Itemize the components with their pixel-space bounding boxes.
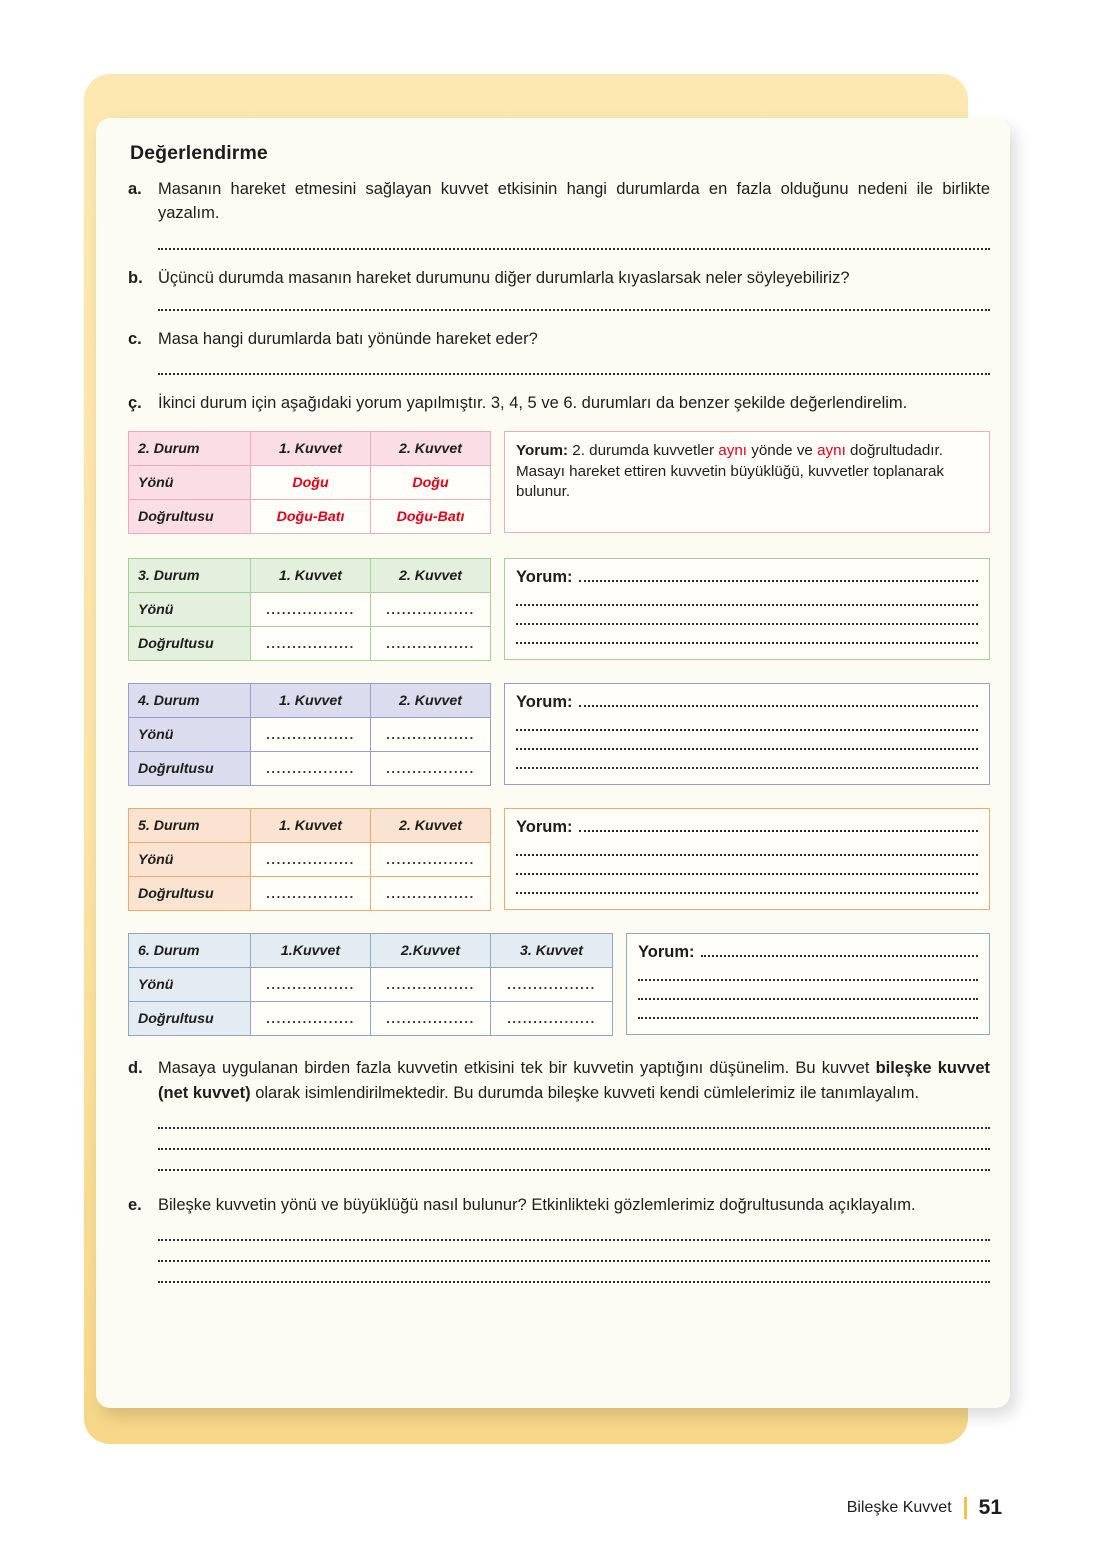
yorum-answer-line[interactable] (701, 946, 978, 957)
durum-header-label: 3. Durum (129, 559, 251, 593)
table-row (129, 500, 491, 534)
question-text-a: Masanın hareket etmesini sağlayan kuvvet etkisinin hangi durumlarda en fazla olduğunu nedeni ile birlikte yazalım. (158, 180, 990, 223)
durum-header-label: 2. Durum (129, 432, 251, 466)
yorum-answer-line[interactable] (638, 964, 978, 981)
answer-line[interactable] (158, 235, 990, 250)
table-row (129, 752, 491, 786)
cell-dogrultusu-force2[interactable]: ................. (371, 627, 491, 661)
yorum-seg2: yönde ve (747, 442, 818, 460)
cell-dogrultusu-force1[interactable]: ................. (251, 627, 371, 661)
yorum-answer-line[interactable] (579, 696, 978, 707)
yorum-highlight-2: aynı (817, 442, 846, 460)
table-row (129, 968, 613, 1002)
card-inner (128, 136, 990, 1283)
table-row (129, 627, 491, 661)
yorum-label: Yorum: (638, 943, 695, 962)
durum-header-force-1: 1.Kuvvet (251, 934, 371, 968)
durum-block-6 (128, 933, 990, 1036)
durum-table-2 (128, 431, 491, 534)
row-label-dogrultusu: Doğrultusu (129, 500, 251, 534)
question-item-c (128, 327, 990, 375)
durum-header-force-2: 2. Kuvvet (371, 684, 491, 718)
cell-dogrultusu-force1[interactable]: ................. (251, 752, 371, 786)
yorum-highlight-1: aynı (718, 442, 748, 460)
yorum-box-5[interactable] (504, 808, 990, 910)
question-text-c: Masa hangi durumlarda batı yönünde hareket eder? (158, 329, 538, 348)
table-row (129, 559, 491, 593)
cell-yonu-force2[interactable]: ................. (371, 593, 491, 627)
page-footer (847, 1496, 1002, 1520)
table-row (129, 593, 491, 627)
answer-line[interactable] (158, 1114, 990, 1129)
yorum-text-2 (516, 441, 978, 502)
yorum-box-4[interactable] (504, 683, 990, 785)
answer-line[interactable] (158, 296, 990, 311)
question-item-d (128, 1056, 990, 1171)
yorum-answer-line[interactable] (516, 714, 978, 731)
table-row (129, 432, 491, 466)
durum-block-2 (128, 431, 990, 534)
durum-header-label: 4. Durum (129, 684, 251, 718)
yorum-answer-line[interactable] (638, 1002, 978, 1019)
durum-header-force-1: 1. Kuvvet (251, 684, 371, 718)
question-item-b (128, 266, 990, 311)
cell-dogrultusu-force2[interactable]: ................. (371, 752, 491, 786)
cell-yonu-force2[interactable]: ................. (371, 843, 491, 877)
yorum-answer-line[interactable] (516, 877, 978, 894)
durum-table-6 (128, 933, 613, 1036)
durum-header-force-1: 1. Kuvvet (251, 809, 371, 843)
cell-yonu-force1[interactable]: ................. (251, 718, 371, 752)
row-label-yonu: Yönü (129, 466, 251, 500)
question-item-c-cedilla (128, 391, 990, 415)
cell-dogrultusu-force1[interactable]: ................. (251, 877, 371, 911)
footer-divider (964, 1497, 967, 1519)
cell-yonu-force1[interactable]: ................. (251, 968, 371, 1002)
question-text-b: Üçüncü durumda masanın hareket durumunu diğer durumlarla kıyaslarsak neler söyleyebiliriz? (158, 268, 850, 287)
cell-dogrultusu-force2[interactable]: ................. (371, 877, 491, 911)
table-row (129, 718, 491, 752)
row-label-yonu: Yönü (129, 718, 251, 752)
table-row (129, 934, 613, 968)
yorum-answer-line[interactable] (579, 571, 978, 582)
durum-block-5 (128, 808, 990, 911)
durum-block-3 (128, 558, 990, 661)
yorum-answer-line[interactable] (516, 858, 978, 875)
cell-dogrultusu-force2[interactable]: ................. (371, 1002, 491, 1036)
durum-table-4 (128, 683, 491, 786)
durum-header-force-1: 1. Kuvvet (251, 559, 371, 593)
question-text-c-cedilla: İkinci durum için aşağıdaki yorum yapılmıştır. 3, 4, 5 ve 6. durumları da benzer şekilde değerlendirelim. (158, 394, 908, 412)
answer-line[interactable] (158, 1226, 990, 1241)
table-row (129, 809, 491, 843)
yorum-label: Yorum: (516, 693, 573, 712)
cell-yonu-force3[interactable]: ................. (491, 968, 613, 1002)
cell-yonu-force1[interactable]: ................. (251, 843, 371, 877)
durum-header-force-3: 3. Kuvvet (491, 934, 613, 968)
cell-yonu-force2[interactable]: ................. (371, 968, 491, 1002)
yorum-answer-line[interactable] (638, 983, 978, 1000)
row-label-yonu: Yönü (129, 843, 251, 877)
durum-header-force-2: 2.Kuvvet (371, 934, 491, 968)
yorum-label: Yorum: (516, 442, 569, 460)
row-label-dogrultusu: Doğrultusu (129, 627, 251, 661)
question-marker-c: c. (128, 329, 142, 348)
durum-header-force-2: 2. Kuvvet (371, 559, 491, 593)
question-text-d (158, 1056, 990, 1105)
question-d-bold-term: bileşke kuvvet (net kuvvet) (158, 1059, 990, 1102)
row-label-yonu: Yönü (129, 593, 251, 627)
page-number: 51 (978, 1496, 1002, 1519)
yorum-seg3: doğrultudadır. Masayı hareket ettiren kuvvetin büyüklüğü, kuvvetler toplanarak bulunur. (516, 442, 945, 500)
yorum-answer-line[interactable] (516, 608, 978, 625)
question-marker-a: a. (128, 180, 142, 198)
yorum-answer-line[interactable] (579, 821, 978, 832)
row-label-yonu: Yönü (129, 968, 251, 1002)
table-row (129, 877, 491, 911)
durum-table-3 (128, 558, 491, 661)
durum-header-label: 5. Durum (129, 809, 251, 843)
cell-dogrultusu-force2[interactable]: Doğu-Batı (371, 500, 491, 534)
table-row (129, 684, 491, 718)
yorum-answer-line[interactable] (516, 839, 978, 856)
yorum-answer-line[interactable] (516, 627, 978, 644)
question-marker-c-cedilla: ç. (128, 394, 142, 412)
yorum-box-6[interactable] (626, 933, 990, 1035)
question-item-a (128, 177, 990, 250)
answer-line[interactable] (158, 360, 990, 375)
answer-line[interactable] (158, 1247, 990, 1262)
durum-header-force-2: 2. Kuvvet (371, 809, 491, 843)
table-row (129, 1002, 613, 1036)
question-d-part2: olarak isimlendirilmektedir. Bu durumda bileşke kuvveti kendi cümlelerimiz ile tanımlayalım. (250, 1083, 920, 1102)
durum-table-5 (128, 808, 491, 911)
yorum-answer-line[interactable] (516, 733, 978, 750)
row-label-dogrultusu: Doğrultusu (129, 1002, 251, 1036)
durum-header-label: 6. Durum (129, 934, 251, 968)
yorum-seg1: 2. durumda kuvvetler (568, 442, 719, 460)
content-card (96, 118, 1010, 1408)
yorum-label: Yorum: (516, 818, 573, 837)
question-marker-d: d. (128, 1059, 143, 1078)
yorum-box-3[interactable] (504, 558, 990, 660)
question-text-e: Bileşke kuvvetin yönü ve büyüklüğü nasıl bulunur? Etkinlikteki gözlemlerimiz doğrultusunda açıklayalım. (158, 1195, 916, 1214)
row-label-dogrultusu: Doğrultusu (129, 752, 251, 786)
answer-line[interactable] (158, 1268, 990, 1283)
footer-chapter-title: Bileşke Kuvvet (846, 1499, 952, 1516)
answer-line[interactable] (158, 1135, 990, 1150)
yorum-label: Yorum: (516, 568, 573, 587)
durum-header-force-2: 2. Kuvvet (371, 432, 491, 466)
question-marker-e: e. (128, 1195, 142, 1214)
yorum-answer-line[interactable] (516, 589, 978, 606)
cell-dogrultusu-force1[interactable]: ................. (251, 1002, 371, 1036)
yorum-box-2 (504, 431, 990, 533)
cell-yonu-force2[interactable]: ................. (371, 718, 491, 752)
answer-line[interactable] (158, 1156, 990, 1171)
yorum-answer-line[interactable] (516, 752, 978, 769)
durum-header-force-1: 1. Kuvvet (251, 432, 371, 466)
question-d-part1: Masaya uygulanan birden fazla kuvvetin etkisini tek bir kuvvetin yaptığını düşünelim. Bu kuvvet (158, 1059, 876, 1078)
question-item-e (128, 1193, 990, 1283)
cell-dogrultusu-force3[interactable]: ................. (491, 1002, 613, 1036)
cell-yonu-force1[interactable]: ................. (251, 593, 371, 627)
table-row (129, 843, 491, 877)
cell-dogrultusu-force1[interactable]: Doğu-Batı (251, 500, 371, 534)
page-title: Değerlendirme (130, 142, 268, 164)
cell-yonu-force2[interactable]: Doğu (371, 466, 491, 500)
durum-block-4 (128, 683, 990, 786)
cell-yonu-force1[interactable]: Doğu (251, 466, 371, 500)
question-marker-b: b. (128, 268, 143, 287)
row-label-dogrultusu: Doğrultusu (129, 877, 251, 911)
table-row (129, 466, 491, 500)
